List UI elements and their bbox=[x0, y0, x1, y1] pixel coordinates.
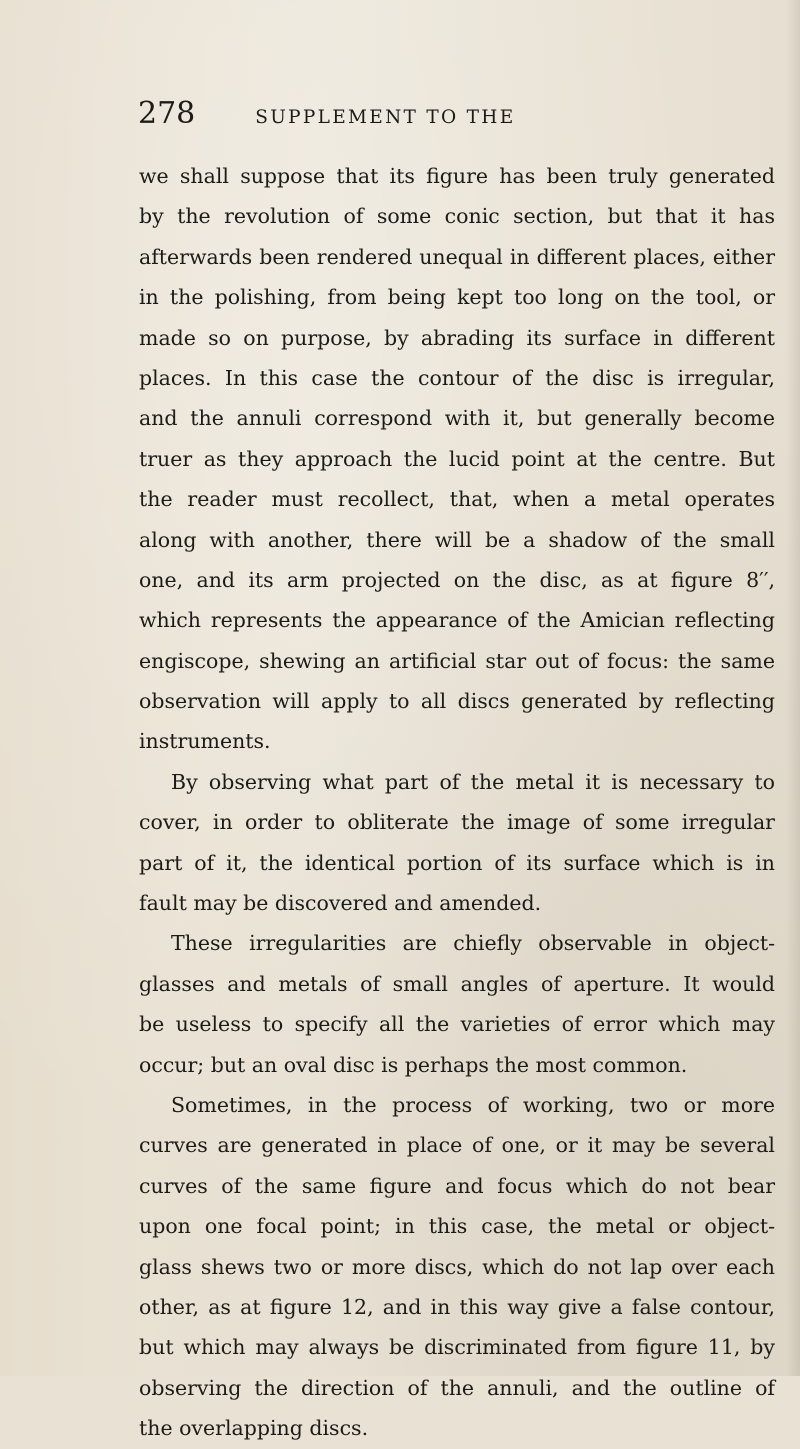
text-line: engiscope, shewing an artificial star out of focus: the same bbox=[139, 648, 775, 673]
text-line: observing the direction of the annuli, and the outline of bbox=[139, 1375, 775, 1400]
text-line: truer as they approach the lucid point at the centre. But bbox=[139, 446, 775, 471]
text-line: curves are generated in place of one, or it may be several bbox=[139, 1133, 775, 1158]
text-line: glasses and metals of small angles of aperture. It would bbox=[139, 971, 775, 996]
text-line: upon one focal point; in this case, the metal or object- bbox=[139, 1214, 775, 1239]
text-line: along with another, there will be a shadow of the small bbox=[139, 527, 775, 552]
page-header bbox=[138, 96, 758, 136]
text-line: be useless to specify all the varieties of error which may bbox=[139, 1012, 775, 1037]
text-line: occur; but an oval disc is perhaps the most common. bbox=[139, 1052, 688, 1077]
text-line: These irregularities are chiefly observable in object- bbox=[171, 931, 775, 956]
text-line: in the polishing, from being kept too long on the tool, or bbox=[139, 285, 775, 310]
paragraph bbox=[139, 762, 775, 924]
text-line: Sometimes, in the process of working, two or more bbox=[171, 1092, 775, 1117]
text-line: by the revolution of some conic section, but that it has bbox=[139, 204, 775, 229]
text-line: but which may always be discriminated from figure 11, by bbox=[139, 1335, 775, 1360]
text-line: cover, in order to obliterate the image of some irregular bbox=[139, 810, 775, 835]
text-line: glass shews two or more discs, which do not lap over each bbox=[139, 1254, 775, 1279]
text-line: the reader must recollect, that, when a metal operates bbox=[139, 487, 775, 512]
text-line: and the annuli correspond with it, but generally become bbox=[139, 406, 775, 431]
text-line: curves of the same figure and focus which do not bear bbox=[139, 1173, 775, 1198]
text-line: other, as at figure 12, and in this way give a false contour, bbox=[139, 1294, 775, 1319]
text-line: fault may be discovered and amended. bbox=[139, 891, 542, 916]
page-edge-shadow bbox=[786, 0, 800, 1376]
page-number: 278 bbox=[138, 96, 196, 131]
paragraph bbox=[139, 923, 775, 1085]
text-line: which represents the appearance of the Amician reflecting bbox=[139, 608, 775, 633]
body-text bbox=[139, 156, 775, 1449]
paragraph bbox=[139, 1085, 775, 1449]
text-line: instruments. bbox=[139, 729, 271, 754]
text-line: places. In this case the contour of the disc is irregular, bbox=[139, 365, 775, 390]
running-head: SUPPLEMENT TO THE bbox=[255, 107, 516, 128]
text-line: one, and its arm projected on the disc, as at figure 8′′, bbox=[139, 567, 775, 592]
text-line: we shall suppose that its figure has been truly generated bbox=[139, 164, 775, 188]
text-line: part of it, the identical portion of its surface which is in bbox=[139, 850, 775, 875]
text-line: made so on purpose, by abrading its surface in different bbox=[139, 325, 775, 350]
text-line: afterwards been rendered unequal in different places, either bbox=[139, 244, 775, 269]
paragraph bbox=[139, 156, 775, 762]
text-line: By observing what part of the metal it is necessary to bbox=[171, 769, 775, 794]
text-line: observation will apply to all discs generated by reflecting bbox=[139, 689, 775, 714]
text-line: the overlapping discs. bbox=[139, 1416, 369, 1441]
